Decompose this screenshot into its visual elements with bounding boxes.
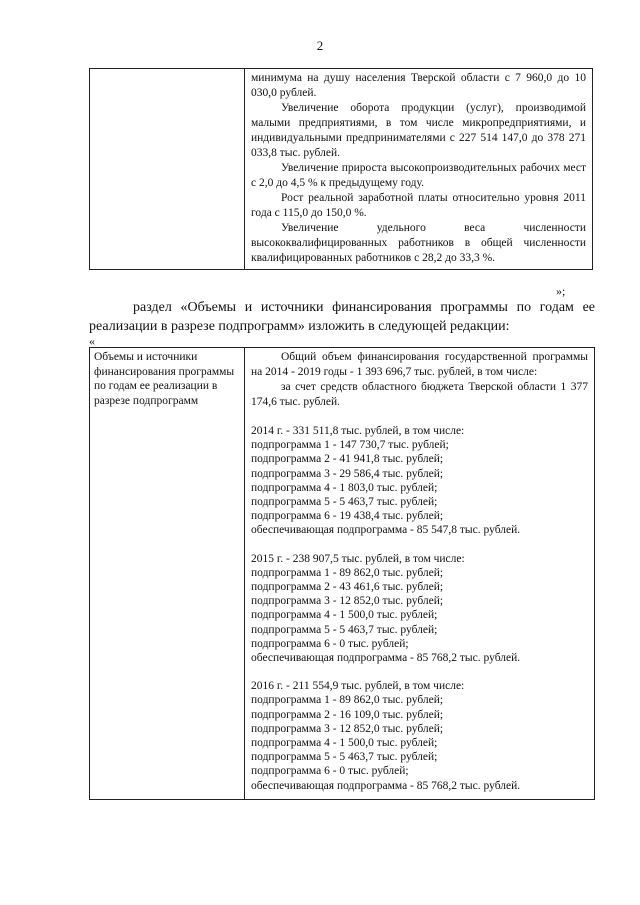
section-instruction: раздел «Объемы и источники финансирования программы по годам ее реализации в разрезе подпрограмм» изложить в следующей редакции:	[89, 300, 595, 334]
subprogram-line: подпрограмма 6 - 19 438,4 тыс. рублей;	[251, 510, 444, 523]
closing-quote: »;	[556, 284, 566, 298]
subprogram-line: обеспечивающая подпрограмма - 85 768,2 тыс. рублей.	[251, 652, 521, 665]
year-heading: 2014 г. - 331 511,8 тыс. рублей, в том числе:	[251, 425, 465, 437]
subprogram-line: подпрограмма 2 - 16 109,0 тыс. рублей;	[251, 708, 444, 721]
subprogram-line: подпрограмма 4 - 1 500,0 тыс. рублей;	[251, 609, 438, 622]
subprogram-line: подпрограмма 3 - 12 852,0 тыс. рублей;	[251, 595, 444, 608]
target-paragraph: Увеличение оборота продукции (услуг), производимой малыми предприятиями, в том числе микропредприятиями, и индивидуальными предпринимателями с 227 514 147,0 до 378 271 033,8 тыс. рублей.	[251, 102, 586, 159]
subprogram-line: подпрограмма 3 - 12 852,0 тыс. рублей;	[251, 722, 444, 735]
label-cell	[90, 69, 245, 270]
target-paragraph: Рост реальной заработной платы относительно уровня 2011 года с 115,0 до 150,0 %.	[251, 192, 586, 219]
label-cell	[90, 348, 245, 800]
target-paragraph: Увеличение прироста высокопроизводительных рабочих мест с 2,0 до 4,5 % к предыдущему году.	[251, 162, 586, 189]
subprogram-line: подпрограмма 1 - 89 862,0 тыс. рублей;	[251, 694, 444, 707]
year-heading: 2016 г. - 211 554,9 тыс. рублей, в том числе:	[251, 680, 465, 693]
subprogram-line: подпрограмма 5 - 5 463,7 тыс. рублей;	[251, 623, 438, 636]
subprogram-line: подпрограмма 2 - 43 461,6 тыс. рублей;	[251, 581, 444, 594]
subprogram-line: подпрограмма 4 - 1 500,0 тыс. рублей;	[251, 737, 438, 750]
subprogram-line: подпрограмма 1 - 147 730,7 тыс. рублей;	[251, 439, 449, 452]
subprogram-line: подпрограмма 1 - 89 862,0 тыс. рублей;	[251, 566, 444, 579]
opening-quote: «	[89, 334, 95, 348]
subprogram-line: обеспечивающая подпрограмма - 85 768,2 тыс. рублей.	[251, 779, 521, 792]
content-cell	[245, 69, 593, 270]
target-paragraph: Увеличение удельного веса численности высококвалифицированных работников в общей численности квалифицированных работников с 28,2 до 33,3 %.	[251, 222, 586, 264]
regional-budget: за счет средств областного бюджета Тверской области 1 377 174,6 тыс. рублей.	[251, 381, 588, 408]
funding-label: Объемы и источники финансирования программы по годам ее реализации в разрезе подпрограмм	[94, 351, 235, 407]
content-cell	[245, 348, 595, 800]
target-paragraph: минимума на душу населения Тверской области с 7 960,0 до 10 030,0 рублей.	[251, 72, 586, 99]
table-row	[90, 348, 595, 800]
subprogram-line: подпрограмма 6 - 0 тыс. рублей;	[251, 637, 409, 650]
subprogram-line: подпрограмма 5 - 5 463,7 тыс. рублей;	[251, 751, 438, 764]
subprogram-line: подпрограмма 4 - 1 803,0 тыс. рублей;	[251, 481, 438, 494]
subprogram-line: подпрограмма 3 - 29 586,4 тыс. рублей;	[251, 467, 444, 480]
subprogram-line: подпрограмма 2 - 41 941,8 тыс. рублей;	[251, 453, 444, 466]
subprogram-line: подпрограмма 6 - 0 тыс. рублей;	[251, 765, 409, 778]
funding-table	[89, 347, 595, 800]
funding-intro: Общий объем финансирования государственной программы на 2014 - 2019 годы - 1 393 696,7 тыс. рублей, в том числе:	[251, 351, 588, 378]
table-row	[90, 69, 593, 270]
targets-table	[89, 68, 593, 270]
subprogram-line: обеспечивающая подпрограмма - 85 547,8 тыс. рублей.	[251, 524, 521, 537]
subprogram-line: подпрограмма 5 - 5 463,7 тыс. рублей;	[251, 496, 438, 509]
page-number: 2	[316, 38, 324, 53]
year-heading: 2015 г. - 238 907,5 тыс. рублей, в том числе:	[251, 552, 465, 565]
